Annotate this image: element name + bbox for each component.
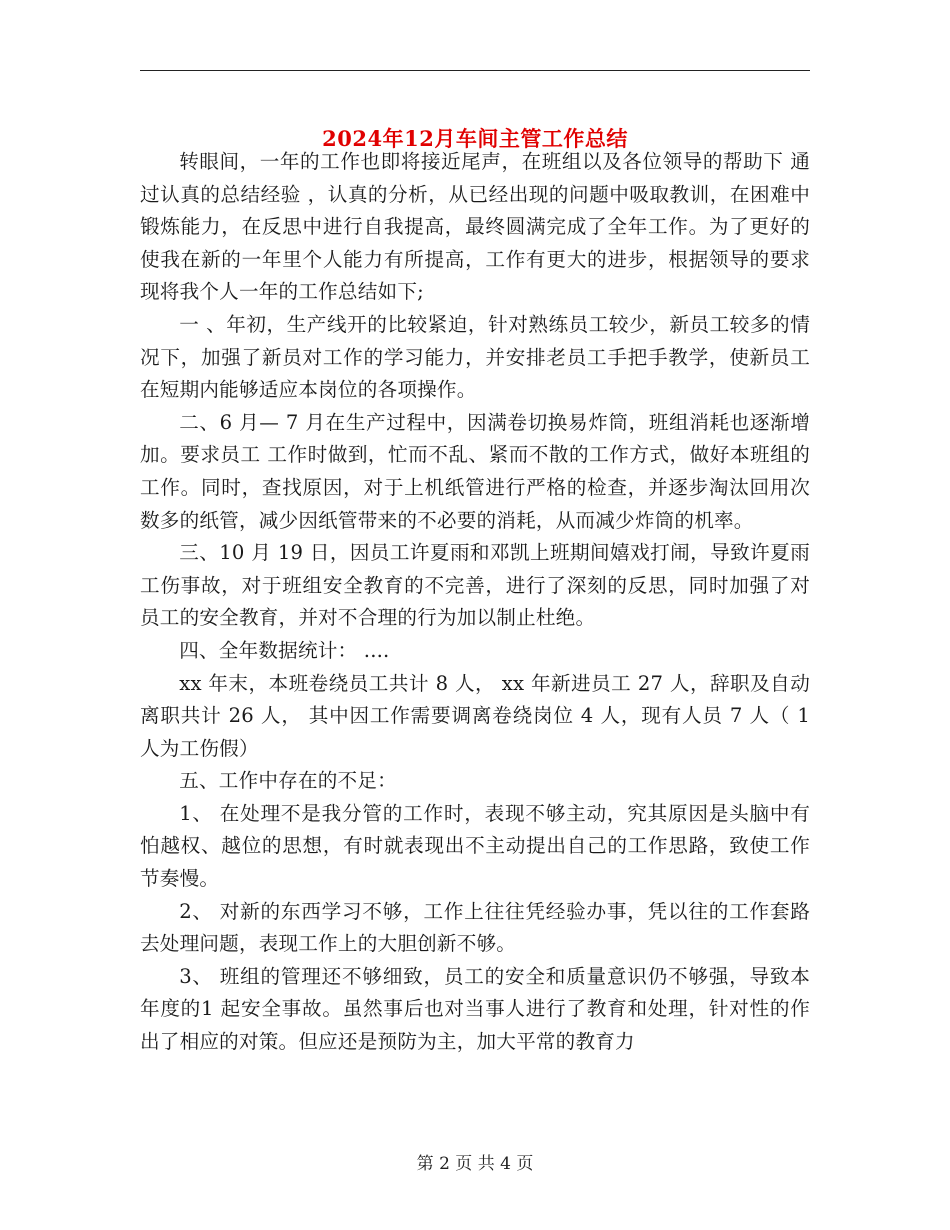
page-footer: 第 2 页 共 4 页: [416, 1154, 534, 1174]
paragraph-section-4-heading: 四、全年数据统计： ....: [179, 638, 390, 662]
paragraph-intro: 转眼间，一年的工作也即将接近尾声，在班组以及各位领导的帮助下 通过认真的总结经验 ，认真的分析，从已经出现的问题中吸取教训，在困难中锻炼能力，在反思中进行自我提高，最终圆满完成了全年工作。为了更好的使我在新的一年里个人能力有所提高，工作有更大的进步，根据领导的要求现将我个人一年的工作总结如下;: [140, 150, 810, 304]
paragraph-section-1: 一 、年初，生产线开的比较紧迫，针对熟练员工较少，新员工较多的情况下，加强了新员对工作的学习能力，并安排老员工手把手教学，使新员工在短期内能够适应本岗位的各项操作。: [140, 312, 810, 402]
paragraph-section-3: 三、10 月 19 日，因员工许夏雨和邓凯上班期间嬉戏打闹，导致许夏雨工伤事故，对于班组安全教育的不完善，进行了深刻的反思，同时加强了对员工的安全教育，并对不合理的行为加以制止杜绝。: [140, 541, 810, 630]
document-body: [140, 146, 810, 1059]
paragraph-shortcoming-1: 1、 在处理不是我分管的工作时，表现不够主动，究其原因是头脑中有怕越权、越位的思想，有时就表现出不主动提出自己的工作思路，致使工作节奏慢。: [140, 801, 810, 891]
paragraph-shortcoming-2: 2、 对新的东西学习不够，工作上往往凭经验办事，凭以往的工作套路去处理问题，表现工作上的大胆创新不够。: [140, 899, 810, 956]
document-title: 2024年12月车间主管工作总结: [322, 126, 628, 152]
paragraph-section-2: 二、6 月— 7 月在生产过程中，因满卷切换易炸筒，班组消耗也逐渐增加。要求员工 工作时做到，忙而不乱、紧而不散的工作方式，做好本班组的工作。同时，查找原因，对于上机纸管进行严格的检查，并逐步淘汰回用次数多的纸管，减少因纸管带来的不必要的消耗，从而减少炸筒的机率。: [140, 410, 810, 532]
header-rule: [140, 70, 810, 71]
paragraph-statistics: xx 年末，本班卷绕员工共计 8 人， xx 年新进员工 27 人，辞职及自动离职共计 26 人， 其中因工作需要调离卷绕岗位 4 人，现有人员 7 人（ 1 人为工伤假）: [140, 671, 810, 760]
paragraph-shortcoming-3: 3、 班组的管理还不够细致，员工的安全和质量意识仍不够强，导致本年度的1 起安全事故。虽然事后也对当事人进行了教育和处理，针对性的作出了相应的对策。但应还是预防为主，加大平常的教育力: [140, 964, 810, 1054]
paragraph-section-5-heading: 五、工作中存在的不足：: [179, 769, 397, 793]
